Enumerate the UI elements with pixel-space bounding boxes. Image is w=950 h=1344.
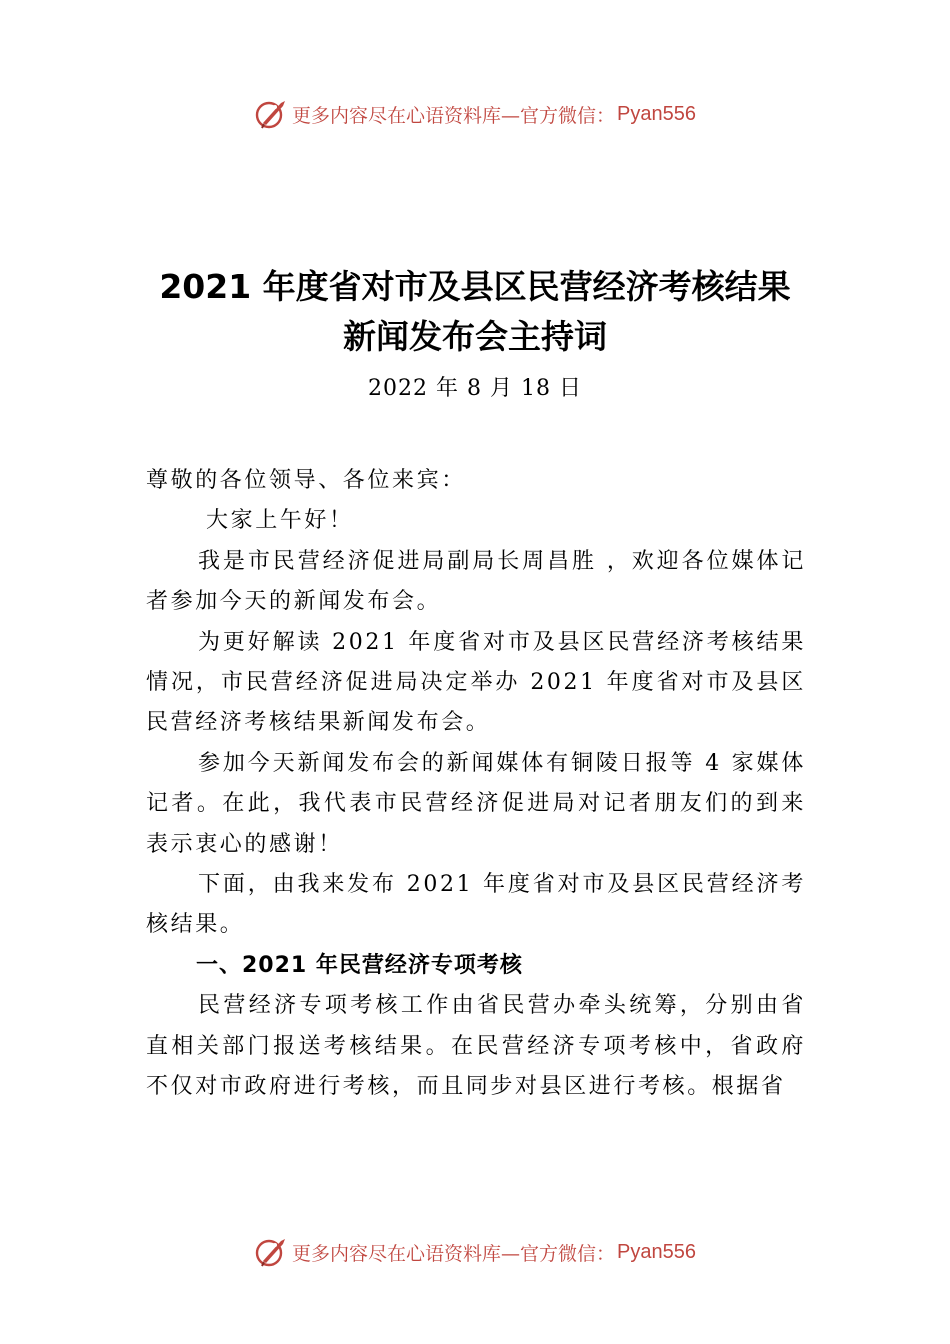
paragraph-intro: 我是市民营经济促进局副局长周昌胜 ，欢迎各位媒体记者参加今天的新闻发布会。 [146,548,806,615]
watermark-text: 更多内容尽在心语资料库—官方微信： [292,104,616,127]
paragraph-media: 参加今天新闻发布会的新闻媒体有铜陵日报等 4 家媒体记者。在此，我代表市民营经济促进局对记者朋友们的到来表示衷心的感谢！ [146,750,806,857]
header-watermark [0,94,950,134]
paragraph-purpose: 为更好解读 2021 年度省对市及县区民营经济考核结果情况，市民营经济促进局决定举办 2021 年度省对市及县区民营经济考核结果新闻发布会。 [146,629,806,736]
quill-pen-logo-icon [254,97,288,131]
paragraph-announcement: 下面，由我来发布 2021 年度省对市及县区民营经济考核结果。 [146,872,806,938]
document-title-line-1: 2021 年度省对市及县区民营经济考核结果 [159,267,791,306]
quill-pen-logo-icon [254,1235,288,1269]
section-heading: 一、2021 年民营经济专项考核 [196,952,523,978]
watermark-wechat-handle: Pyan556 [617,1240,696,1263]
footer-watermark [0,1232,950,1272]
watermark-text: 更多内容尽在心语资料库—官方微信： [292,1242,616,1265]
greeting: 大家上午好！ [206,508,354,534]
document-body [146,461,806,1108]
watermark-wechat-handle: Pyan556 [617,102,696,125]
salutation: 尊敬的各位领导、各位来宾： [146,468,466,493]
section-paragraph: 民营经济专项考核工作由省民营办牵头统筹，分别由省直相关部门报送考核结果。在民营经济专项考核中，省政府不仅对市政府进行考核，而且同步对县区进行考核。根据省 [146,993,806,1100]
document-title-line-2: 新闻发布会主持词 [343,317,607,356]
document-date: 2022 年 8 月 18 日 [368,376,582,401]
